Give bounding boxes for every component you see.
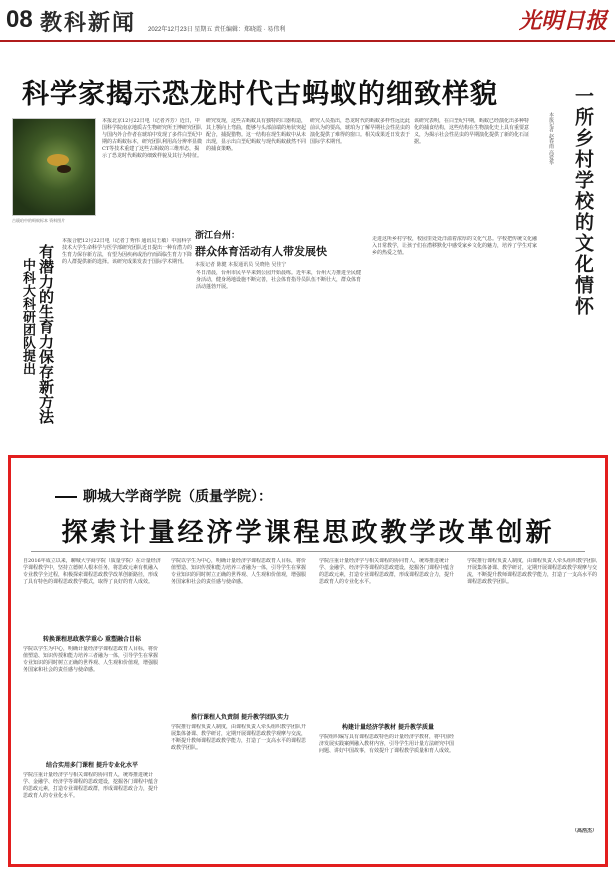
zhejiang-story-header [195,228,363,268]
feature-col-2 [171,558,309,844]
feature-intro: 自2016年成立以来，聊城大学商学院（质量学院）在计量经济学课程教学中，坚持立德树人根本任务，将思政元素有机融入专业教学全过程，积极探索课程思政教学改革创新路径，形成了具有特色的课程思政教学模式，取得了良好的育人成效。 [23,558,161,585]
feature-kicker [55,486,272,506]
feature-col-3-text: 学院推行课程负责人制度，由课程负责人牵头组织教学团队开展集体备课、教学研讨，定期开展课程思政教学观摩与交流，不断提升教师课程思政教学能力，打造了一支高水平的课程思政教学团队。 [171,724,307,751]
highlighted-feature-box [8,455,608,867]
issue-meta: 2022年12月23日 星期五 责任编辑：郑晓霞 · 易伟利 [148,27,286,33]
feature-subhead-4: 构建计量经济学教材 提升教学质量 [341,724,435,731]
feature-sign: （高浩杰） [571,828,597,834]
feature-subhead-3: 推行课程人负责制 提升教学团队实力 [190,714,290,721]
lead-text-col-4: 该研究表明，在白垩纪中期，蚂蚁已经演化出多种特化的捕食结构，这些结构在生物演化史上具有重要意义，为揭示社会性昆虫的早期演化提供了新的化石证据。 [414,118,530,145]
zhejiang-text: 冬日清晨，台州市民早早来到公园开始晨练。近年来，台州大力推进全民健身活动，健身场地设施不断完善，社会体育指导员队伍不断壮大，群众体育活动蓬勃开展。 [196,270,362,290]
section-title: 教科新闻 [40,10,137,36]
feature-headline: 探索计量经济学课程思政教学改革创新 [61,518,555,548]
left-story-headline: 有潜力的生育力保存新方法 [37,244,55,424]
newspaper-logo: 光明日报 [518,8,607,34]
lead-text-col-3: 研究人员指出，恐龙时代的蚂蚁多样性远比此前认为的要高，琥珀为了解早期社会性昆虫的演化提供了难得的窗口。相关成果近日发表于国际学术期刊。 [310,118,410,145]
kicker-bar [55,496,77,498]
feature-col-3 [319,558,457,844]
left-story-subheadline: 中科大科研团队提出 [20,258,35,375]
feature-col-4-text: 学院组织编写具有课程思政特色的计量经济学教材，将中国经济发展实践案例融入教材内容，引导学生用计量方法研究中国问题、讲好中国故事，有效提升了课程教学质量和育人成效。 [319,734,455,754]
right-story-headline: 一所乡村学校的文化情怀 [572,86,594,317]
feature-col-1 [23,558,161,852]
ant-head-shape [57,165,71,173]
feature-kicker-text: 聊城大学商学院（质量学院）： [83,489,272,505]
zhejiang-byline: 本报记者 陈健 本报通讯员 吴晓艳 吴佳宁 [195,262,287,268]
lead-text-col-1: 本报北京12月22日电（记者齐芳）近日，中国科学院南京地质古生物研究所王博研究团队与国内外合作者在琥珀中发现了多件白垩纪中期的古蚂蚁标本，研究团队利用高分辨率显微CT等技术重建了这些古蚂蚁的三维形态，揭示了恐龙时代蚂蚁的细致样貌及其行为特征。 [102,118,202,159]
zhejiang-headline: 群众体育活动有人带发展快 [195,245,327,258]
feature-col-3-body: 学院注重计量经济学与相关课程的协同育人，统筹推进统计学、金融学、经济学等课程的思政建设，挖掘各门课程中蕴含的思政元素，打造专业课程思政群，形成课程思政合力，提升思政育人的专业化水平。 [319,558,455,585]
feature-subhead-2: 结合实用多门课程 提升专业化水平 [45,762,139,769]
lead-text-col-2: 研究发现，这些古蚂蚁具有独特的口器构造，其上颚向上弯曲，能够与头部前端的角状突起配合，捕捉猎物。这一结构在现生蚂蚁中从未出现，显示出白垩纪蚂蚁与现代蚂蚁截然不同的捕食策略。 [206,118,306,152]
photo-caption: 古琥珀中的蚂蚁标本 资料图片 [12,218,66,223]
left-story-text: 本报合肥12月22日电（记者丁秀伟 通讯员王敏）中国科学技术大学生命科学与医学部研究团队近日提出一种有潜力的生育力保存新方法，有望为因疾病或治疗而面临生育力下降的人群提供新的选择。该研究成果发表于国际学术期刊。 [62,238,192,265]
feature-rule [31,551,585,552]
right-story-byline: 本报记者 赵春雨 高爱华 [548,112,554,166]
amber-ant-photo [12,118,96,216]
feature-col-4 [467,558,597,835]
feature-subhead-1: 转换课程思政教学重心 重塑融合目标 [42,636,142,643]
masthead-rule [0,40,615,42]
page-number: 08 [6,6,33,33]
masthead [0,0,615,44]
feature-col-4-body: 学院推行课程负责人制度，由课程负责人牵头组织教学团队开展集体备课、教学研讨，定期开展课程思政教学观摩与交流，不断提升教师课程思政教学能力，打造了一支高水平的课程思政教学团队。 [467,558,597,585]
right-story-text: 走进这所乡村学校，校园里处处洋溢着浓厚的文化气息。学校把传统文化融入日常教学，让孩子们在潜移默化中感受家乡文化的魅力，培养了学生对家乡的热爱之情。 [372,236,538,256]
lead-headline: 科学家揭示恐龙时代古蚂蚁的细致样貌 [22,79,498,110]
feature-col-2-text: 学院注重计量经济学与相关课程的协同育人，统筹推进统计学、金融学、经济学等课程的思政建设，挖掘各门课程中蕴含的思政元素，打造专业课程思政群，形成课程思政合力，提升思政育人的专业化水平。 [23,772,159,799]
feature-col-1-text: 学院以学生为中心，明确计量经济学课程思政育人目标，将价值塑造、知识传授和能力培养三者融为一体，引导学生在掌握专业知识的同时树立正确的世界观、人生观和价值观，增强服务国家和社会的责任感与使命感。 [23,646,159,673]
zhejiang-place: 浙江台州： [195,231,241,241]
feature-col-2-body: 学院以学生为中心，明确计量经济学课程思政育人目标，将价值塑造、知识传授和能力培养三者融为一体，引导学生在掌握专业知识的同时树立正确的世界观、人生观和价值观，增强服务国家和社会的责任感与使命感。 [171,558,307,585]
